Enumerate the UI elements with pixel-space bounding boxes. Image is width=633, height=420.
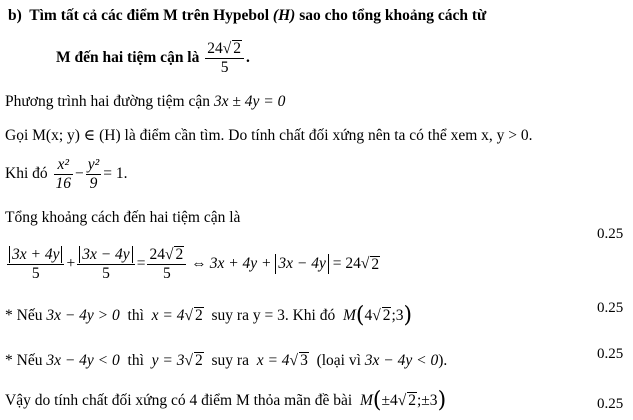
den-1: 5 — [31, 264, 40, 282]
case1-M: M — [342, 307, 356, 324]
sum-mid: 3x + 4y + — [209, 255, 272, 272]
case1-pt-b: ;3 — [391, 307, 404, 324]
frac-den: 5 — [220, 59, 229, 76]
conclusion-pt-rad: 2 — [408, 392, 416, 409]
abs-1: 3x + 4y — [9, 246, 62, 263]
conclusion-pt-a: ±4 — [381, 392, 398, 409]
case-1-line: * Nếu 3x − 4y > 0 thì x = 4√ 2 suy ra y = 3. Khi đó M(4√ 2;3) — [5, 303, 413, 328]
case2-suy: suy ra — [211, 352, 249, 369]
minus-sign: − — [75, 165, 84, 182]
case2-cond: 3x − 4y < 0 — [46, 352, 120, 369]
asymptote-text: Phương trình hai đường tiệm cận — [5, 93, 210, 110]
frac-num: 24 — [207, 40, 223, 57]
problem-label: b) — [8, 7, 22, 24]
problem-line-2 — [56, 40, 250, 77]
case1-suy: suy ra y = 3. Khi đó — [211, 307, 336, 324]
plus-sign: + — [66, 255, 76, 272]
sum-text-line: Tổng khoảng cách đến hai tiệm cận là — [5, 209, 241, 226]
case2-thi: thì — [127, 352, 144, 369]
frac-y — [86, 156, 102, 193]
rad2: 2 — [371, 256, 380, 273]
frac-sum-2 — [77, 246, 134, 283]
conclusion-text: Vậy do tính chất đối xứng có 4 điểm M thỏa mãn đề bài — [5, 392, 353, 409]
rden: 5 — [162, 264, 171, 282]
case1-thi: thì — [127, 307, 144, 324]
rhs: = 1. — [103, 165, 128, 182]
rnum: 24 — [149, 245, 165, 263]
case2-res: y = 3 — [151, 352, 185, 369]
asymptote-eq: 3x ± 4y = 0 — [213, 93, 286, 110]
khi-do-text: Khi đó — [5, 165, 48, 182]
score-2: 0.25 — [597, 300, 624, 316]
den-2: 5 — [102, 264, 110, 282]
case1-cond: 3x − 4y > 0 — [46, 307, 120, 324]
case2-note-end: ). — [438, 352, 448, 369]
score-4: 0.25 — [597, 396, 624, 412]
frac-y-den: 9 — [89, 174, 98, 192]
conclusion-M: M — [359, 392, 373, 409]
frac-y-num: y² — [87, 155, 100, 173]
case2-x: x = 4 — [256, 352, 290, 369]
case1-res: x = 4 — [151, 307, 185, 324]
score-1: 0.25 — [597, 226, 624, 242]
case1-pt-a: 4 — [364, 307, 373, 324]
asymptote-line — [5, 92, 285, 112]
abs-2: 3x − 4y — [79, 246, 132, 263]
rrad: 2 — [175, 245, 184, 263]
hyperbola-equation-line — [5, 154, 128, 194]
abs-3: 3x − 4y — [275, 254, 328, 274]
frac-x — [54, 156, 74, 193]
problem-text-end: sao cho tổng khoảng cách từ — [299, 7, 487, 24]
period: . — [246, 49, 250, 67]
eq2: = 24 — [332, 255, 361, 272]
problem-text: Tìm tất cả các điểm M trên Hypebol — [29, 7, 270, 24]
frac-x-num: x² — [54, 156, 74, 175]
problem-line-1 — [8, 6, 486, 26]
case2-xrad: 3 — [300, 352, 308, 369]
curve-name: (H) — [272, 7, 296, 24]
frac-result: $\frac{24√ 2}{5}$ — [147, 246, 186, 283]
case2-prefix: * Nếu — [5, 352, 43, 369]
frac-rad: 2 — [233, 40, 242, 57]
problem-fraction: $\frac{24√ 2}{5}$ — [205, 40, 244, 77]
conclusion-pt-b: ;±3 — [416, 392, 438, 409]
score-3: 0.25 — [597, 346, 624, 362]
problem-text-2: M đến hai tiệm cận là — [56, 49, 200, 67]
conclusion-line: Vậy do tính chất đối xứng có 4 điểm M thỏa mãn đề bài M(±4√ 2;±3) — [5, 388, 447, 413]
intro-line: Gọi M(x; y) ∈ (H) là điểm cần tìm. Do tính chất đối xứng nên ta có thể xem x, y > 0. — [5, 127, 533, 144]
eq-sign: = — [136, 255, 146, 272]
case2-note: (loại vì — [316, 352, 361, 369]
case1-pt-rad: 2 — [382, 307, 391, 324]
case2-note-cond: 3x − 4y < 0 — [364, 352, 439, 369]
case1-rad: 2 — [195, 307, 203, 324]
frac-x-den: 16 — [55, 174, 71, 192]
case-2-line: * Nếu 3x − 4y < 0 thì y = 3√ 2 suy ra x = 4√ 3 (loại vì 3x − 4y < 0). — [5, 352, 448, 369]
case2-rad: 2 — [195, 352, 203, 369]
iff-arrow: ⇔ — [191, 255, 207, 272]
case1-prefix: * Nếu — [5, 307, 43, 324]
sum-equation-line: $\frac{3x + 4y}{5}$ + $\frac{3x - 4y}{5}$ = $\frac{24√ 2}{5}$ ⇔ 3x + 4y + 3x − 4y = 24 √ 2 — [5, 244, 380, 284]
frac-sum-1 — [7, 246, 64, 283]
